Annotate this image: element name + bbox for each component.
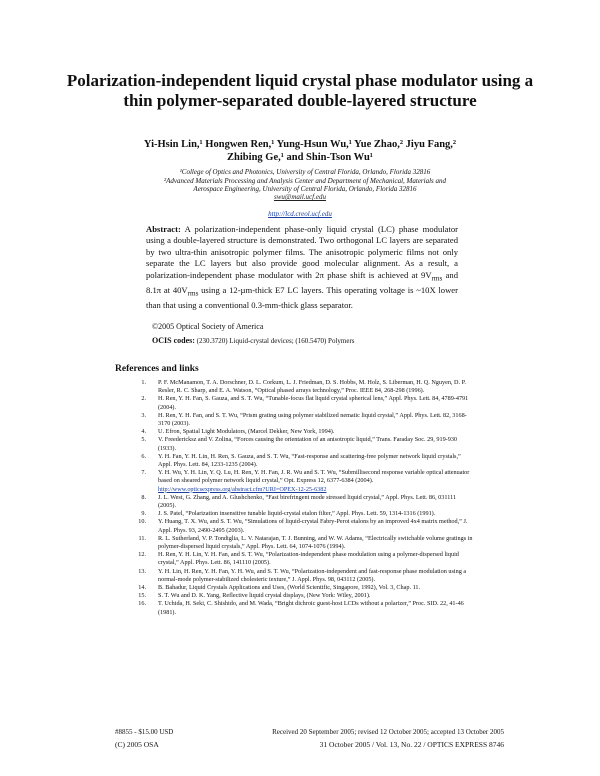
reference-item xyxy=(126,436,474,452)
reference-item xyxy=(126,395,474,411)
reference-number: 2. xyxy=(141,395,146,403)
references-heading: References and links xyxy=(115,364,199,374)
reference-number: 15. xyxy=(138,592,146,600)
paper-title: Polarization-independent liquid crystal phase modulator using a thin polymer-separated double-layered structure xyxy=(66,71,534,110)
copyright-notice: ©2005 Optical Society of America xyxy=(152,322,264,331)
reference-number: 3. xyxy=(141,411,146,419)
reference-text: Y. H. Lin, H. Ren, Y. H. Fan, Y. H. Wu, and S. T. Wu, “Polarization-independent and fast-response phase modulation using a normal-mode polymer-stabilized cholesteric texture,” J. Appl. Phys. 98, 043112 (2005). xyxy=(158,567,467,583)
abstract-text-mid: and 8.1π at 40V xyxy=(146,269,458,295)
affiliation-2-cont: Aerospace Engineering, University of Central Florida, Orlando, Florida 32816 xyxy=(193,185,417,194)
reference-text: Y. H. Fan, Y. H. Lin, H. Ren, S. Gauza, and S. T. Wu, “Fast-response and scattering-free polymer network liquid crystals,” Appl. Phys. Lett. 84, 1233-1235 (2004). xyxy=(158,452,461,469)
reference-item xyxy=(126,379,474,395)
reference-item xyxy=(126,592,474,600)
footer-journal-info: 31 October 2005 / Vol. 13, No. 22 / OPTICS EXPRESS 8746 xyxy=(319,740,504,749)
reference-text: J. S. Patel, “Polarization insensitive tunable liquid-crystal etalon filter,” Appl. Phys. Lett. 59, 1314-1316 (1991). xyxy=(158,510,436,518)
reference-list xyxy=(126,379,474,617)
reference-item xyxy=(126,600,474,616)
reference-number: 9. xyxy=(141,510,146,518)
contact-email-link[interactable]: swu@mail.ucf.edu xyxy=(274,193,326,201)
reference-item xyxy=(126,510,474,518)
affiliation-1: ¹College of Optics and Photonics, University of Central Florida, Orlando, Florida 32816 xyxy=(179,168,431,176)
reference-item xyxy=(126,494,474,510)
reference-item xyxy=(126,412,474,428)
reference-text: T. Uchida, H. Seki, C. Shishido, and M. Wada, “Bright dichroic guest-host LCDs without a polarizer,” Proc. SID. 22, 41-46 (1981). xyxy=(158,600,464,616)
author-line-2: Zhibing Ge,¹ and Shin-Tson Wu¹ xyxy=(227,151,373,163)
footer-received-dates: Received 20 September 2005; revised 12 October 2005; accepted 13 October 2005 xyxy=(272,728,504,736)
reference-text: V. Freedericksz and V. Zolina, “Forces causing the orientation of an anisotropic liquid,” Trans. Faraday Soc. 29, 919-930 (1933). xyxy=(158,436,458,452)
reference-number: 4. xyxy=(141,428,146,436)
reference-text: H. Ren, Y. H. Fan, S. Gauza, and S. T. Wu, “Tunable-focus flat liquid crystal spherical lens,” Appl. Phys. Lett. 84, 4789-4791 (2004). xyxy=(158,395,469,411)
ocis-codes xyxy=(152,336,355,345)
reference-item xyxy=(126,584,474,592)
lab-website-link[interactable]: http://lcd.creol.ucf.edu xyxy=(268,210,332,218)
reference-number: 5. xyxy=(141,436,146,444)
abstract-text-end: using a 12-µm-thick E7 LC layers. This operating voltage is ~10X lower than that using a conventional 0.3-mm-thick glass separator. xyxy=(146,284,458,310)
abstract-sub-1: rms xyxy=(431,274,443,283)
ocis-text: (230.3720) Liquid-crystal devices; (160.5470) Polymers xyxy=(196,337,355,345)
reference-text: H. Ren, Y. H. Fan, and S. T. Wu, “Prism grating using polymer stabilized nematic liquid crystal,” Appl. Phys. Lett. 82, 3168-3170 (2003). xyxy=(158,411,467,428)
author-list xyxy=(80,139,520,164)
affiliations xyxy=(105,168,505,194)
footer-copyright: (C) 2005 OSA xyxy=(115,740,159,749)
reference-number: 8. xyxy=(141,493,146,501)
reference-text: J. L. West, G. Zhang, and A. Glushchenko, “Fast birefringent mode stressed liquid crystal,” Appl. Phys. Lett. 86, 031111 (2005). xyxy=(158,493,457,510)
reference-number: 13. xyxy=(138,567,146,575)
reference-text: Y. H. Wu, Y. H. Lin, Y. Q. Lu, H. Ren, Y. H. Fan, J. R. Wu and S. T. Wu, “Submillisecond response variable optical attenuator based on sheared polymer network liquid crystal,” Opt. Express 12, 6377-6384 (2004). xyxy=(158,469,470,485)
reference-item xyxy=(126,469,474,485)
reference-text: H. Ren, Y. H. Lin, Y. H. Fan, and S. T. Wu, “Polarization-independent phase modulation using a polymer-dispersed liquid crystal,” Appl. Phys. Lett. 86, 141110 (2005). xyxy=(158,551,459,567)
reference-text: B. Bahadur, Liquid Crystals Applications and Uses, (World Scientific, Singapore, 1992), Vol. 3, Chap. 11. xyxy=(158,584,421,592)
reference-item xyxy=(126,551,474,567)
reference-7-link[interactable]: http://www.opticsexpress.org/abstract.cfm?URI=OPEX-12-25-6382 xyxy=(158,485,327,493)
reference-item xyxy=(126,453,474,469)
reference-number: 7. xyxy=(141,469,146,477)
reference-text: Y. Huang, T. X. Wu, and S. T. Wu, “Simulations of liquid-crystal Fabry-Perot etalons by an improved 4x4 matrix method,” J. Appl. Phys. 93, 2490-2495 (2003). xyxy=(158,518,468,534)
reference-number: 14. xyxy=(138,584,146,592)
reference-text: P. F. McManamon, T. A. Dorschner, D. L. Corkum, L. J. Friedman, D. S. Hobbs, M. Holz, S. Liberman, H. Q. Nguyen, D. P. Resler, R. C. Sharp, and E. A. Watson, “Optical phased arrays technology,” Proc. IEEE 84, 268-298 (1996). xyxy=(158,379,466,395)
reference-text: S. T. Wu and D. K. Yang, Reflective liquid crystal displays, (New York: Wiley, 2001). xyxy=(158,592,371,600)
abstract-text: A polarization-independent phase-only liquid crystal (LC) phase modulator using a double-layered structure is demonstrated. Two orthogonal LC layers are separated by two ultra-thin anisotropic polymer films. The anisotropic polymeric films not only separate the LC layers but also provide good molecular alignment. As a result, a polarization-independent phase modulator with 2π phase shift is achieved at 9V xyxy=(146,224,458,280)
reference-number: 11. xyxy=(138,534,146,542)
abstract-sub-2: rms xyxy=(187,289,199,298)
reference-number: 6. xyxy=(141,452,146,460)
abstract-label: Abstract: xyxy=(146,224,181,234)
reference-number: 16. xyxy=(138,600,146,608)
affiliation-2: ²Advanced Materials Processing and Analysis Center and Department of Mechanical, Materials and xyxy=(163,176,447,185)
reference-item xyxy=(126,568,474,584)
abstract xyxy=(146,224,458,311)
reference-number: 1. xyxy=(141,379,146,386)
reference-item xyxy=(126,535,474,551)
author-line-1: Yi-Hsin Lin,¹ Hongwen Ren,¹ Yung-Hsun Wu,¹ Yue Zhao,² Jiyu Fang,² xyxy=(143,139,457,150)
footer-price: #8855 - $15.00 USD xyxy=(115,728,174,736)
reference-number: 10. xyxy=(138,518,146,526)
ocis-label: OCIS codes: xyxy=(152,336,195,345)
reference-text: R. L. Sutherland, V. P. Tondiglia, L. V. Natarajan, T. J. Bunning, and W. W. Adams, “Electrically switchable volume gratings in polymer-dispersed liquid crystals,” Appl. Phys. Lett. 64, 1074-1076 (1994). xyxy=(158,534,473,551)
reference-number: 12. xyxy=(138,551,146,559)
reference-item xyxy=(126,428,474,436)
reference-item xyxy=(126,518,474,534)
reference-text: U. Efron, Spatial Light Modulators, (Marcel Dekker, New York, 1994). xyxy=(158,428,335,436)
